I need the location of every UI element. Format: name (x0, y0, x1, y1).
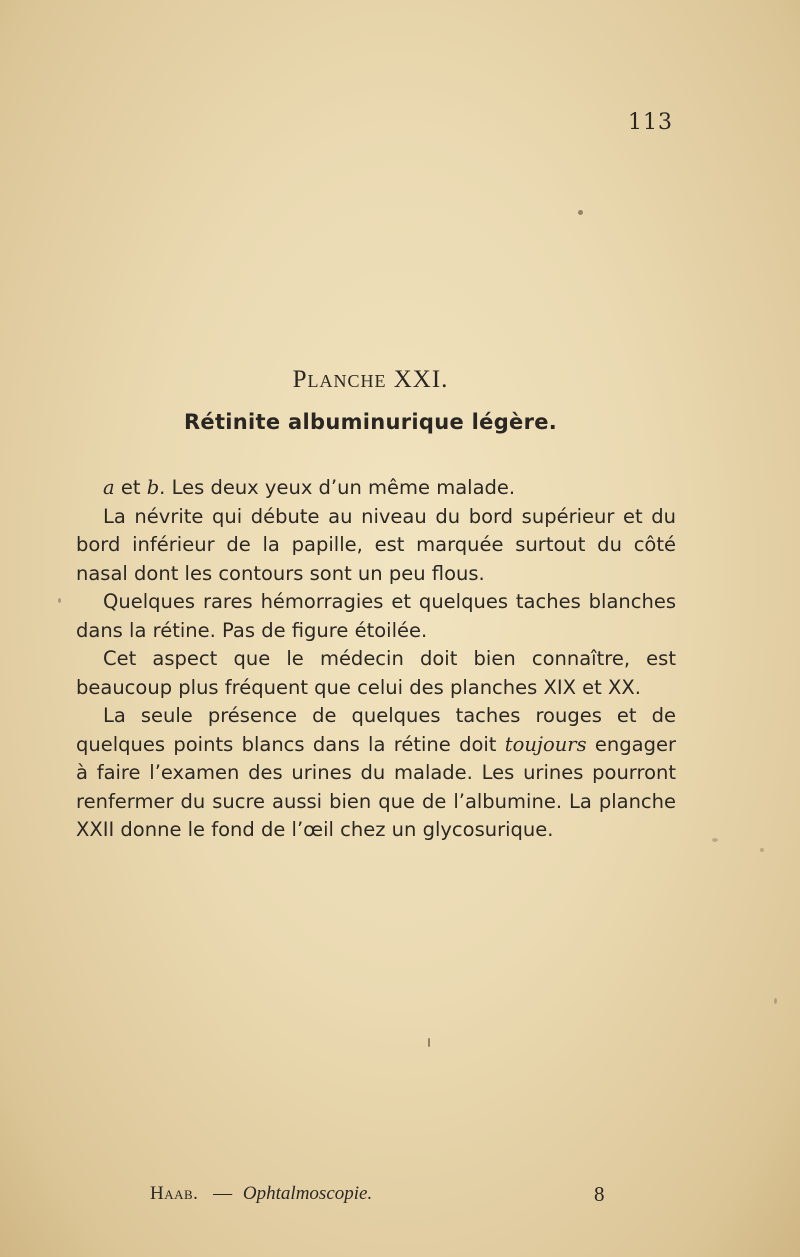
plate-subtitle: Rétinite albuminurique légère. (183, 410, 558, 434)
paper-speck (712, 838, 718, 842)
paragraph (76, 503, 676, 589)
text-run: . Les deux yeux d’un même malade. (159, 476, 516, 499)
paper-speck (760, 848, 764, 852)
plate-label: Planche (292, 366, 387, 393)
footer-running-title (150, 1183, 372, 1205)
text-run: engager à faire l’examen des urines du malade. Les urines pourront renfermer du sucre aussi bien que de l’albumine. La planche XXII donne le fond de l’œil chez un glycosurique. (76, 732, 676, 841)
paper-speck (428, 1038, 430, 1047)
plate-numeral: XXI. (393, 366, 449, 393)
text-run: La seule présence de quelques taches rouges et de quelques points blancs dans la rétine doit (76, 704, 676, 756)
paragraph (76, 645, 676, 702)
paragraph (76, 588, 676, 645)
italic-text: a (103, 476, 115, 499)
paper-speck (774, 998, 777, 1004)
paper-speck (578, 210, 583, 215)
text-run: et (114, 476, 147, 499)
text-run: La névrite qui débute au niveau du bord supérieur et du bord inférieur de la papille, est marquée surtout du côté nasal dont les contours sont un peu flous. (76, 504, 676, 585)
body-text (76, 474, 676, 845)
plate-title (0, 366, 741, 394)
footer-title: Ophtalmoscopie. (242, 1183, 373, 1204)
page-number: 113 (628, 110, 673, 135)
paragraph (76, 474, 676, 503)
footer-dash: — (213, 1183, 233, 1204)
text-run: Cet aspect que le médecin doit bien connaître, est beaucoup plus fréquent que celui des planches XIX et XX. (76, 647, 676, 699)
italic-text: toujours (504, 732, 587, 756)
italic-text: b (146, 476, 160, 499)
paragraph (76, 702, 676, 845)
footer-author: Haab. (150, 1183, 199, 1204)
text-run: Quelques rares hémorragies et quelques taches blanches dans la rétine. Pas de figure étoilée. (76, 590, 676, 642)
paper-speck (58, 598, 61, 603)
signature-mark: 8 (594, 1182, 605, 1206)
